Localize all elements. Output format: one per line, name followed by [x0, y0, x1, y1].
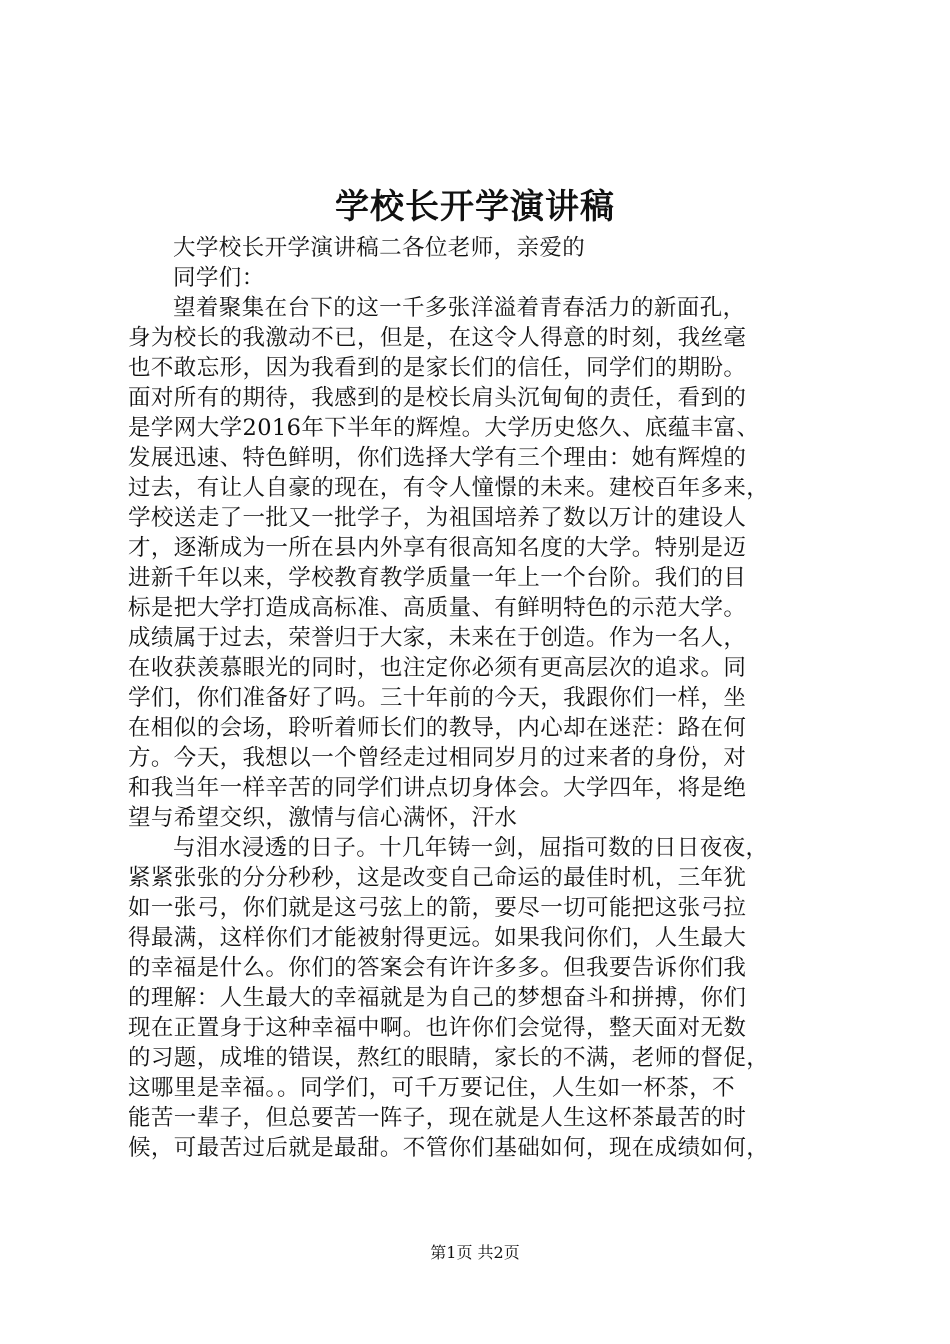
text-line: 的幸福是什么。你们的答案会有许许多多。但我要告诉你们我 [128, 955, 747, 981]
text-line: 现在正置身于这种幸福中啊。也许你们会觉得，整天面对无数 [128, 1015, 747, 1041]
text-line: 学校送走了一批又一批学子，为祖国培养了数以万计的建设人 [128, 505, 747, 531]
text-line: 标是把大学打造成高标准、高质量、有鲜明特色的示范大学。 [128, 595, 747, 621]
document-title: 学校长开学演讲稿 [335, 187, 615, 227]
text-line: 大学校长开学演讲稿二各位老师，亲爱的 [173, 235, 586, 261]
text-line: 面对所有的期待，我感到的是校长肩头沉甸甸的责任，看到的 [128, 385, 747, 411]
text-line: 学们，你们准备好了吗。三十年前的今天，我跟你们一样，坐 [128, 685, 747, 711]
text-line: 望与希望交织，激情与信心满怀，汗水 [128, 805, 518, 831]
text-line: 能苦一辈子，但总要苦一阵子，现在就是人生这杯茶最苦的时 [128, 1105, 747, 1131]
text-line: 得最满，这样你们才能被射得更远。如果我问你们，人生最大 [128, 925, 747, 951]
text-line: 才，逐渐成为一所在县内外享有很高知名度的大学。特别是迈 [128, 535, 747, 561]
text-line: 与泪水浸透的日子。十几年铸一剑，屈指可数的日日夜夜， [173, 835, 769, 861]
text-line: 方。今天，我想以一个曾经走过相同岁月的过来者的身份，对 [128, 745, 747, 771]
page-footer: 第1页 共2页 [430, 1243, 520, 1262]
text-line: 紧紧张张的分分秒秒，这是改变自己命运的最佳时机，三年犹 [128, 865, 747, 891]
document-body [128, 233, 833, 1163]
text-line: 发展迅速、特色鲜明，你们选择大学有三个理由：她有辉煌的 [128, 445, 747, 471]
text-line: 过去，有让人自豪的现在，有令人憧憬的未来。建校百年多来， [128, 475, 770, 501]
text-line: 和我当年一样辛苦的同学们讲点切身体会。大学四年，将是绝 [128, 775, 747, 801]
text-line: 望着聚集在台下的这一千多张洋溢着青春活力的新面孔， [173, 295, 746, 321]
text-line: 成绩属于过去，荣誉归于大家，未来在于创造。作为一名人， [128, 625, 747, 651]
text-line: 在收获羡慕眼光的同时，也注定你必须有更高层次的追求。同 [128, 655, 747, 681]
text-line: 进新千年以来，学校教育教学质量一年上一个台阶。我们的目 [128, 565, 747, 591]
text-line: 身为校长的我激动不已，但是，在这令人得意的时刻，我丝毫 [128, 325, 747, 351]
text-line: 如一张弓，你们就是这弓弦上的箭，要尽一切可能把这张弓拉 [128, 895, 747, 921]
text-line: 在相似的会场，聆听着师长们的教导，内心却在迷茫：路在何 [128, 715, 747, 741]
text-line: 候，可最苦过后就是最甜。不管你们基础如何，现在成绩如何， [128, 1135, 770, 1161]
text-line: 的理解：人生最大的幸福就是为自己的梦想奋斗和拼搏，你们 [128, 985, 747, 1011]
text-line: 同学们： [173, 265, 265, 291]
text-line: 是学网大学2016年下半年的辉煌。大学历史悠久、底蕴丰富、 [128, 415, 760, 441]
text-line: 也不敢忘形，因为我看到的是家长们的信任，同学们的期盼。 [128, 355, 747, 381]
text-line: 这哪里是幸福。。同学们，可千万要记住，人生如一杯茶，不 [128, 1075, 736, 1101]
text-line: 的习题，成堆的错误，熬红的眼睛，家长的不满，老师的督促， [128, 1045, 770, 1071]
